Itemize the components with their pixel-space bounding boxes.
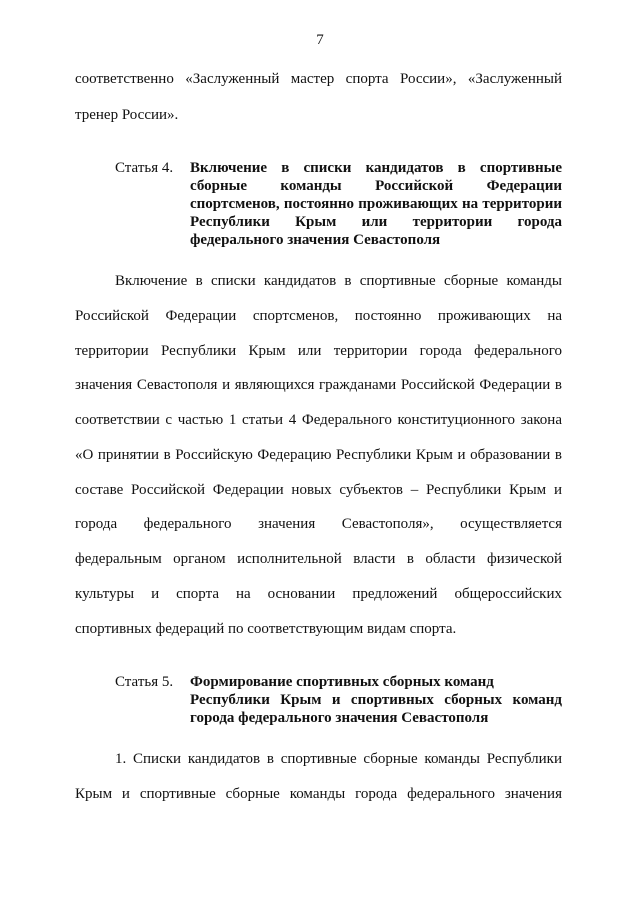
intro-line: тренер России».: [75, 107, 179, 123]
article-5-label: Статья 5.: [115, 674, 174, 690]
article-4-body-line: территории Республики Крым или территории города федерального: [75, 343, 562, 359]
article-5-title-line: города федерального значения Севастополя: [190, 710, 489, 726]
article-4-title-line: Включение в списки кандидатов в спортивные: [190, 160, 562, 176]
article-4-body-line: города федерального значения Севастополя», осуществляется: [75, 516, 562, 532]
article-5-body-line: 1. Списки кандидатов в спортивные сборные команды Республики: [115, 751, 562, 767]
article-4-body-line: спортивных федераций по соответствующим видам спорта.: [75, 621, 457, 637]
article-4-body-line: Российской Федерации спортсменов, постоянно проживающих на: [75, 308, 562, 324]
article-4-body-line: культуры и спорта на основании предложений общероссийских: [75, 586, 562, 602]
article-4-body-line: федеральным органом исполнительной власти в области физической: [75, 551, 562, 567]
article-5-title-line: Формирование спортивных сборных команд: [190, 674, 494, 690]
page-number: 7: [316, 32, 324, 48]
article-5-title-line: Республики Крым и спортивных сборных команд: [190, 692, 562, 708]
article-5-body-line: Крым и спортивные сборные команды города федерального значения: [75, 786, 562, 802]
article-4-title-line: спортсменов, постоянно проживающих на территории: [190, 196, 562, 212]
article-4-body-line: составе Российской Федерации новых субъектов – Республики Крым и: [75, 482, 562, 498]
article-4-title-line: Республики Крым или территории города: [190, 214, 562, 230]
article-4-title-line: федерального значения Севастополя: [190, 232, 441, 248]
article-4-body-line: «О принятии в Российскую Федерацию Республики Крым и образовании в: [75, 447, 562, 463]
article-4-label: Статья 4.: [115, 160, 174, 176]
article-4-title-line: сборные команды Российской Федерации: [190, 178, 562, 194]
article-4-body-line: Включение в списки кандидатов в спортивные сборные команды: [115, 273, 562, 289]
article-4-body-line: соответствии с частью 1 статьи 4 Федерального конституционного закона: [75, 412, 562, 428]
intro-line: соответственно «Заслуженный мастер спорта России», «Заслуженный: [75, 71, 562, 87]
article-4-body-line: значения Севастополя и являющихся гражданами Российской Федерации в: [75, 377, 562, 393]
